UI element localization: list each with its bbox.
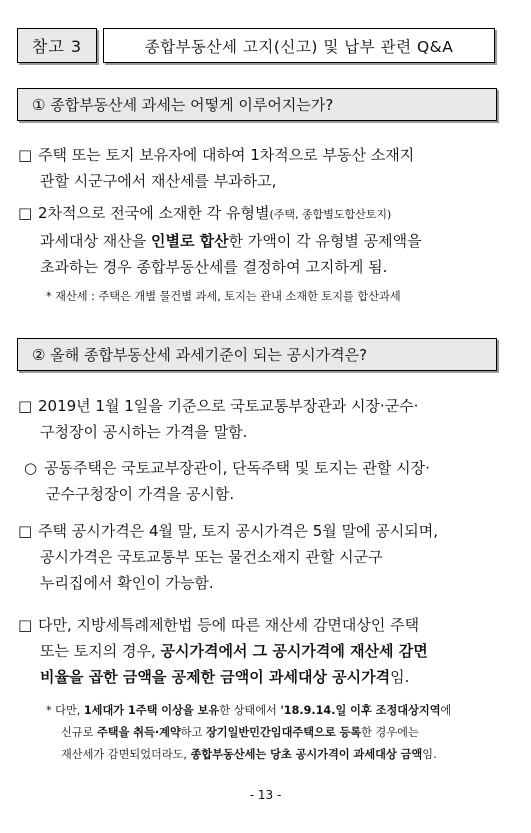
q2-item-4-line-2a: 또는 토지의 경우,	[40, 642, 161, 660]
question-2-box: ② 올해 종합부동산세 과세기준이 되는 공시가격은?	[17, 338, 497, 371]
q2-item-3-line-1: 주택 공시가격은 4월 말, 토지 공시가격은 5월 말에 공시되며,	[38, 522, 439, 540]
q2-item-1	[18, 393, 504, 445]
checkbox-bullet: □	[18, 616, 33, 634]
q2-note-line-2c: 한 경우에는	[361, 726, 419, 739]
q2-item-1-line-1: 2019년 1월 1일을 기준으로 국토교통부장관과 시장·군수·	[38, 397, 419, 415]
q2-note-line-1-bold2: '18.9.14.일 이후 조정대상지역	[280, 704, 441, 717]
q2-note-line-1c: 에	[440, 704, 452, 717]
page-title: 종합부동산세 고지(신고) 및 납부 관련 Q&A	[103, 28, 495, 63]
q2-item-4-line-2-bold: 공시가격에서 그 공시가격에 재산세 감면	[160, 642, 428, 660]
q1-item-1	[18, 142, 504, 194]
q2-item-4-line-3b: 임.	[390, 668, 410, 686]
q2-item-4-line-3-bold: 비율을 곱한 금액을 공제한 금액이 과세대상 공시가격	[40, 668, 391, 686]
page-number: - 13 -	[249, 788, 282, 802]
checkbox-bullet: □	[18, 146, 33, 164]
q2-item-2-line-2: 군수구청장이 가격을 공시함.	[46, 485, 235, 503]
q2-footnote	[46, 700, 506, 766]
q2-note-line-3a: 재산세가 감면되었더라도,	[61, 748, 191, 761]
q2-note-line-1b: 한 상태에서	[219, 704, 281, 717]
q1-item-2-line-1b: (주택, 종합별도합산토지)	[269, 208, 392, 221]
q2-note-line-2b: 하고	[180, 726, 206, 739]
reference-tag: 참고 3	[17, 28, 97, 63]
q1-item-2-line-1a: 2차적으로 전국에 소재한 각 유형별	[38, 204, 270, 222]
q1-item-2-line-2-bold: 인별로 합산	[150, 232, 229, 250]
q2-item-3-line-2: 공시가격은 국토교통부 또는 물건소재지 관할 시군구	[40, 548, 383, 566]
q1-item-1-line-1: 주택 또는 토지 보유자에 대하여 1차적으로 부동산 소재지	[38, 146, 415, 164]
q2-note-line-2a: 신규로	[61, 726, 97, 739]
q1-item-2-line-2b: 한 가액이 각 유형별 공제액을	[228, 232, 422, 250]
q2-note-line-2-bold2: 장기일반민간임대주택으로 등록	[205, 726, 362, 739]
q1-item-2-line-3: 초과하는 경우 종합부동산세를 결정하여 고지하게 됨.	[40, 258, 388, 276]
question-1-box: ① 종합부동산세 과세는 어떻게 이루어지는가?	[17, 88, 497, 121]
q2-note-line-2-bold: 주택을 취득·계약	[96, 726, 181, 739]
q2-item-2-line-1: 공동주택은 국토교부장관이, 단독주택 및 토지는 관할 시장·	[44, 459, 430, 477]
q1-item-2-line-2a: 과세대상 재산을	[40, 232, 151, 250]
header	[17, 28, 495, 63]
q2-item-1-line-2: 구청장이 공시하는 가격을 말함.	[40, 423, 248, 441]
q2-note-line-1a: * 다만,	[46, 704, 84, 717]
q2-note-line-3b: 임.	[422, 748, 437, 761]
q2-item-3	[18, 518, 504, 596]
q2-item-4	[18, 612, 504, 690]
q2-note-line-3-bold: 종합부동산세는 당초 공시가격이 과세대상 금액	[190, 748, 423, 761]
q1-item-2	[18, 200, 504, 280]
circle-bullet: ○	[24, 459, 38, 477]
q2-item-2	[24, 455, 510, 507]
checkbox-bullet: □	[18, 204, 33, 222]
q2-note-line-1-bold: 1세대가 1주택 이상을 보유	[83, 704, 220, 717]
q2-item-4-line-1: 다만, 지방세특례제한법 등에 따른 재산세 감면대상인 주택	[38, 616, 420, 634]
q1-footnote: * 재산세 : 주택은 개별 물건별 과세, 토지는 관내 소재한 토지를 합산과세	[46, 290, 401, 303]
q1-item-1-line-2: 관할 시군구에서 재산세를 부과하고,	[40, 172, 277, 190]
checkbox-bullet: □	[18, 397, 33, 415]
q2-item-3-line-3: 누리집에서 확인이 가능함.	[40, 574, 214, 592]
checkbox-bullet: □	[18, 522, 33, 540]
